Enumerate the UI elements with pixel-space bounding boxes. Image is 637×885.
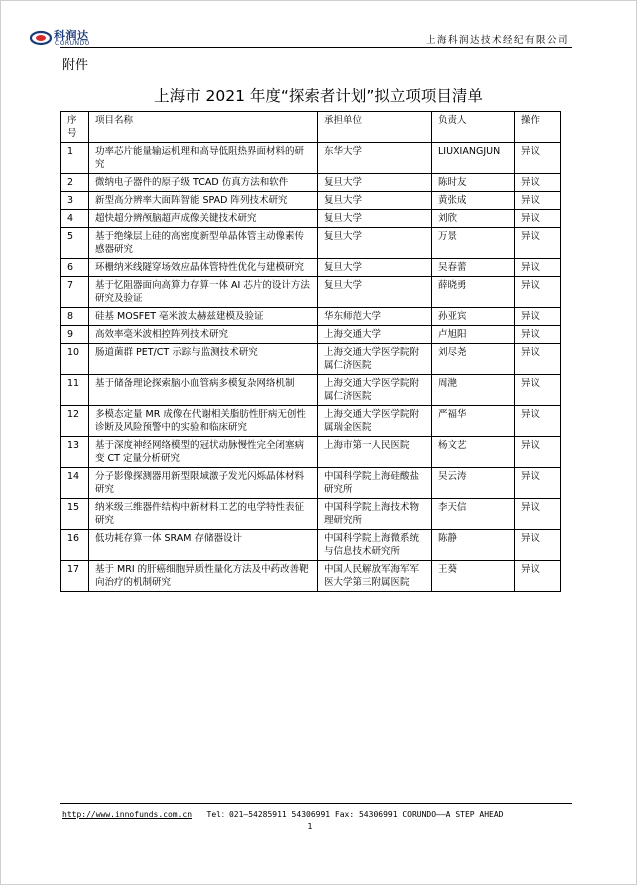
company-name: 上海科润达技术经纪有限公司 [425, 35, 569, 46]
institution: 复旦大学 [318, 192, 432, 210]
project-name: 基于储备理论探索脑小血管病多模复杂网络机制 [89, 375, 318, 406]
objection-link[interactable]: 异议 [515, 499, 561, 530]
row-index: 7 [61, 277, 89, 308]
leader: 陈时友 [432, 174, 515, 192]
objection-link[interactable]: 异议 [515, 228, 561, 259]
page-title: 上海市 2021 年度“探索者计划”拟立项项目清单 [154, 87, 483, 105]
institution: 复旦大学 [318, 174, 432, 192]
table-row [61, 437, 561, 468]
project-name: 功率芯片能量输运机理和高导低阻热界面材料的研究 [89, 143, 318, 174]
row-index: 16 [61, 530, 89, 561]
table-row [61, 277, 561, 308]
table-row [61, 530, 561, 561]
row-index: 2 [61, 174, 89, 192]
institution: 复旦大学 [318, 210, 432, 228]
header-index: 序号 [61, 112, 89, 143]
institution: 上海交通大学医学院附属瑞金医院 [318, 406, 432, 437]
institution: 中国人民解放军海军军医大学第三附属医院 [318, 561, 432, 592]
table-row [61, 143, 561, 174]
project-name: 微纳电子器件的原子级 TCAD 仿真方法和软件 [89, 174, 318, 192]
institution: 复旦大学 [318, 259, 432, 277]
project-name: 肠道菌群 PET/CT 示踪与监测技术研究 [89, 344, 318, 375]
institution: 中国科学院上海技术物理研究所 [318, 499, 432, 530]
table-row [61, 174, 561, 192]
row-index: 5 [61, 228, 89, 259]
table-row [61, 406, 561, 437]
footer-divider [60, 803, 572, 804]
row-index: 11 [61, 375, 89, 406]
institution: 中国科学院上海硅酸盐研究所 [318, 468, 432, 499]
row-index: 15 [61, 499, 89, 530]
leader: 孙亚宾 [432, 308, 515, 326]
objection-link[interactable]: 异议 [515, 375, 561, 406]
table-row [61, 308, 561, 326]
row-index: 4 [61, 210, 89, 228]
attachment-label: 附件 [62, 58, 89, 73]
footer-contact [62, 809, 503, 820]
leader: 刘尽尧 [432, 344, 515, 375]
row-index: 17 [61, 561, 89, 592]
project-table [60, 111, 561, 592]
header-institution: 承担单位 [318, 112, 432, 143]
leader: 吴春蕾 [432, 259, 515, 277]
row-index: 1 [61, 143, 89, 174]
leader: 杨文艺 [432, 437, 515, 468]
leader: 刘欣 [432, 210, 515, 228]
objection-link[interactable]: 异议 [515, 530, 561, 561]
header-divider [60, 47, 572, 48]
institution: 华东师范大学 [318, 308, 432, 326]
logo-text: 科润达 [54, 29, 89, 42]
institution: 上海市第一人民医院 [318, 437, 432, 468]
objection-link[interactable]: 异议 [515, 174, 561, 192]
objection-link[interactable]: 异议 [515, 192, 561, 210]
objection-link[interactable]: 异议 [515, 326, 561, 344]
leader: 李天信 [432, 499, 515, 530]
leader: 周滟 [432, 375, 515, 406]
header-action: 操作 [515, 112, 561, 143]
row-index: 3 [61, 192, 89, 210]
table-row [61, 192, 561, 210]
institution: 复旦大学 [318, 228, 432, 259]
project-name: 新型高分辨率大面阵智能 SPAD 阵列技术研究 [89, 192, 318, 210]
row-index: 10 [61, 344, 89, 375]
objection-link[interactable]: 异议 [515, 277, 561, 308]
objection-link[interactable]: 异议 [515, 344, 561, 375]
project-name: 基于绝缘层上硅的高密度新型单晶体管主动像素传感器研究 [89, 228, 318, 259]
header-leader: 负责人 [432, 112, 515, 143]
logo-subtext: CORUNDO [55, 40, 90, 47]
leader: 严福华 [432, 406, 515, 437]
leader: 黄张成 [432, 192, 515, 210]
project-name: 低功耗存算一体 SRAM 存储器设计 [89, 530, 318, 561]
leader: LIUXIANGJUN [432, 143, 515, 174]
institution: 复旦大学 [318, 277, 432, 308]
table-row [61, 499, 561, 530]
project-name: 基于深度神经网络模型的冠状动脉慢性完全闭塞病变 CT 定量分析研究 [89, 437, 318, 468]
row-index: 9 [61, 326, 89, 344]
project-name: 多模态定量 MR 成像在代谢相关脂肪性肝病无创性诊断及风险预警中的实验和临床研究 [89, 406, 318, 437]
footer-contact-info: Tel：021—54285911 54306991 Fax: 54306991 CORUNDO——A STEP AHEAD [206, 810, 504, 819]
row-index: 13 [61, 437, 89, 468]
row-index: 12 [61, 406, 89, 437]
leader: 陈静 [432, 530, 515, 561]
institution: 中国科学院上海微系统与信息技术研究所 [318, 530, 432, 561]
project-name: 环栅纳米线隧穿场效应晶体管特性优化与建模研究 [89, 259, 318, 277]
footer-url-link[interactable]: http://www.innofunds.com.cn [62, 810, 193, 819]
objection-link[interactable]: 异议 [515, 406, 561, 437]
table-row [61, 326, 561, 344]
project-name: 基于 MRI 的肝癌细胞异质性量化方法及中药改善靶向治疗的机制研究 [89, 561, 318, 592]
row-index: 14 [61, 468, 89, 499]
objection-link[interactable]: 异议 [515, 308, 561, 326]
row-index: 6 [61, 259, 89, 277]
page-number: 1 [307, 822, 313, 831]
project-name: 基于忆阻器面向高算力存算一体 AI 芯片的设计方法研究及验证 [89, 277, 318, 308]
row-index: 8 [61, 308, 89, 326]
project-name: 分子影像探测器用新型限域激子发光闪烁晶体材料研究 [89, 468, 318, 499]
institution: 上海交通大学医学院附属仁济医院 [318, 375, 432, 406]
table-row [61, 210, 561, 228]
leader: 卢旭阳 [432, 326, 515, 344]
table-row [61, 375, 561, 406]
objection-link[interactable]: 异议 [515, 437, 561, 468]
leader: 王葵 [432, 561, 515, 592]
institution: 上海交通大学 [318, 326, 432, 344]
leader: 吴云涛 [432, 468, 515, 499]
project-name: 纳米级三维器件结构中新材料工艺的电学特性表征研究 [89, 499, 318, 530]
table-row [61, 259, 561, 277]
project-name: 高效率毫米波相控阵列技术研究 [89, 326, 318, 344]
objection-link[interactable]: 异议 [515, 468, 561, 499]
project-name: 超快超分辨颅脑超声成像关键技术研究 [89, 210, 318, 228]
table-row [61, 561, 561, 592]
objection-link[interactable]: 异议 [515, 259, 561, 277]
table-row [61, 344, 561, 375]
table-row [61, 468, 561, 499]
objection-link[interactable]: 异议 [515, 561, 561, 592]
institution: 东华大学 [318, 143, 432, 174]
header-project-name: 项目名称 [89, 112, 318, 143]
table-row [61, 228, 561, 259]
leader: 万景 [432, 228, 515, 259]
objection-link[interactable]: 异议 [515, 143, 561, 174]
institution: 上海交通大学医学院附属仁济医院 [318, 344, 432, 375]
logo-swoosh-icon [30, 28, 52, 48]
leader: 薛晓勇 [432, 277, 515, 308]
project-name: 硅基 MOSFET 亳米波太赫兹建模及验证 [89, 308, 318, 326]
objection-link[interactable]: 异议 [515, 210, 561, 228]
table-header-row [61, 112, 561, 143]
